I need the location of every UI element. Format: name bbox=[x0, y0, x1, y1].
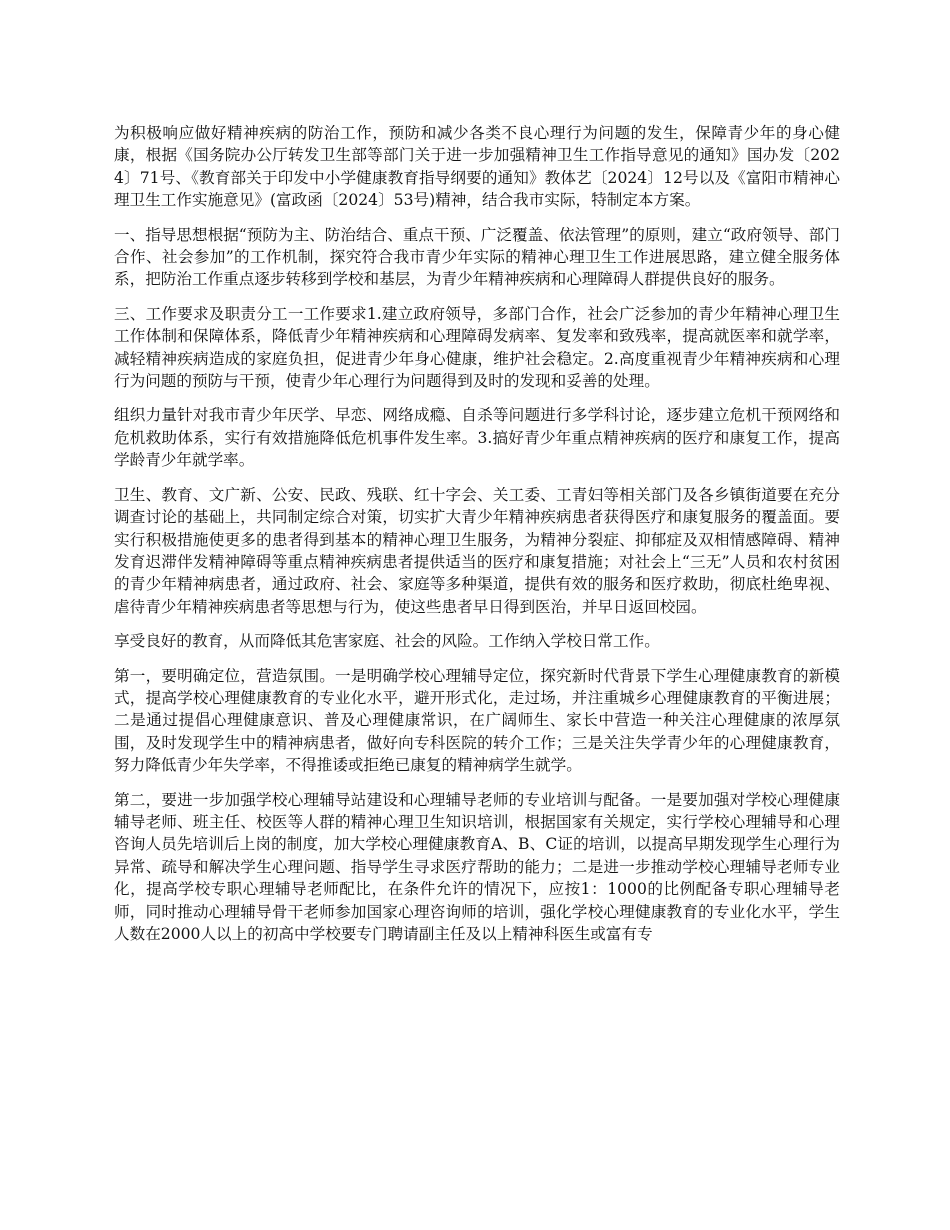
paragraph-second-point: 第二，要进一步加强学校心理辅导站建设和心理辅导老师的专业培训与配备。一是要加强对学校心理健康辅导老师、班主任、校医等人群的精神心理卫生知识培训，根据国家有关规定，实行学校心理辅导和心理咨询人员先培训后上岗的制度，加大学校心理健康教育A、B、C证的培训，以提高早期发现学生心理行为异常、疏导和解决学生心理问题、指导学生寻求医疗帮助的能力；二是进一步推动学校心理辅导老师专业化，提高学校专职心理辅导老师配比，在条件允许的情况下，应按1：1000的比例配备专职心理辅导老师，同时推动心理辅导骨干老师参加国家心理咨询师的培训，强化学校心理健康教育的专业化水平，学生人数在2000人以上的初高中学校要专门聘请副主任及以上精神科医生或富有专 bbox=[114, 790, 840, 943]
paragraph-work-requirements: 三、工作要求及职责分工一工作要求1.建立政府领导，多部门合作，社会广泛参加的青少年精神心理卫生工作体制和保障体系，降低青少年精神疾病和心理障碍发病率、复发率和致残率，提高就医率和就学率，减轻精神疾病造成的家庭负担，促进青少年身心健康，维护社会稳定。2.高度重视青少年精神疾病和心理行为问题的预防与干预，使青少年心理行为问题得到及时的发现和妥善的处理。 bbox=[114, 304, 840, 391]
paragraph-guiding-ideology: 一、指导思想根据“预防为主、防治结合、重点干预、广泛覆盖、依法管理”的原则，建立“政府领导、部门合作、社会参加”的工作机制，探究符合我市青少年实际的精神心理卫生工作进展思路，建立健全服务体系，把防治工作重点逐步转移到学校和基层，为青少年精神疾病和心理障碍人群提供良好的服务。 bbox=[114, 225, 840, 289]
paragraph-crisis-intervention: 组织力量针对我市青少年厌学、早恋、网络成瘾、自杀等问题进行多学科讨论，逐步建立危机干预网络和危机救助体系，实行有效措施降低危机事件发生率。3.搞好青少年重点精神疾病的医疗和康复工作，提高学龄青少年就学率。 bbox=[114, 406, 840, 470]
paragraph-education: 享受良好的教育，从而降低其危害家庭、社会的风险。工作纳入学校日常工作。 bbox=[114, 632, 660, 651]
document-page bbox=[114, 122, 840, 957]
paragraph-first-point: 第一，要明确定位，营造氛围。一是明确学校心理辅导定位，探究新时代背景下学生心理健康教育的新模式，提高学校心理健康教育的专业化水平，避开形式化，走过场，并注重城乡心理健康教育的平衡进展；二是通过提倡心理健康意识、普及心理健康常识，在广阔师生、家长中营造一种关注心理健康的浓厚氛围，及时发现学生中的精神病患者，做好向专科医院的转介工作；三是关注失学青少年的心理健康教育，努力降低青少年失学率，不得推诿或拒绝已康复的精神病学生就学。 bbox=[114, 666, 840, 775]
paragraph-intro: 为积极响应做好精神疾病的防治工作，预防和减少各类不良心理行为问题的发生，保障青少年的身心健康，根据《国务院办公厅转发卫生部等部门关于进一步加强精神卫生工作指导意见的通知》国办发〔2024〕71号、《教育部关于印发中小学健康教育指导纲要的通知》教体艺〔2024〕12号以及《富阳市精神心理卫生工作实施意见》(富政函〔2024〕53号)精神，结合我市实际，特制定本方案。 bbox=[114, 124, 840, 210]
paragraph-departments: 卫生、教育、文广新、公安、民政、残联、红十字会、关工委、工青妇等相关部门及各乡镇街道要在充分调查讨论的基础上，共同制定综合对策，切实扩大青少年精神疾病患者获得医疗和康复服务的覆盖面。要实行积极措施使更多的患者得到基本的精神心理卫生服务，为精神分裂症、抑郁症及双相情感障碍、精神发育迟滞伴发精神障碍等重点精神疾病患者提供适当的医疗和康复措施；对社会上“三无”人员和农村贫困的青少年精神病患者，通过政府、社会、家庭等多种渠道，提供有效的服务和医疗救助，彻底杜绝卑视、虐待青少年精神疾病患者等思想与行为，使这些患者早日得到医治，并早日返回校园。 bbox=[114, 485, 840, 616]
